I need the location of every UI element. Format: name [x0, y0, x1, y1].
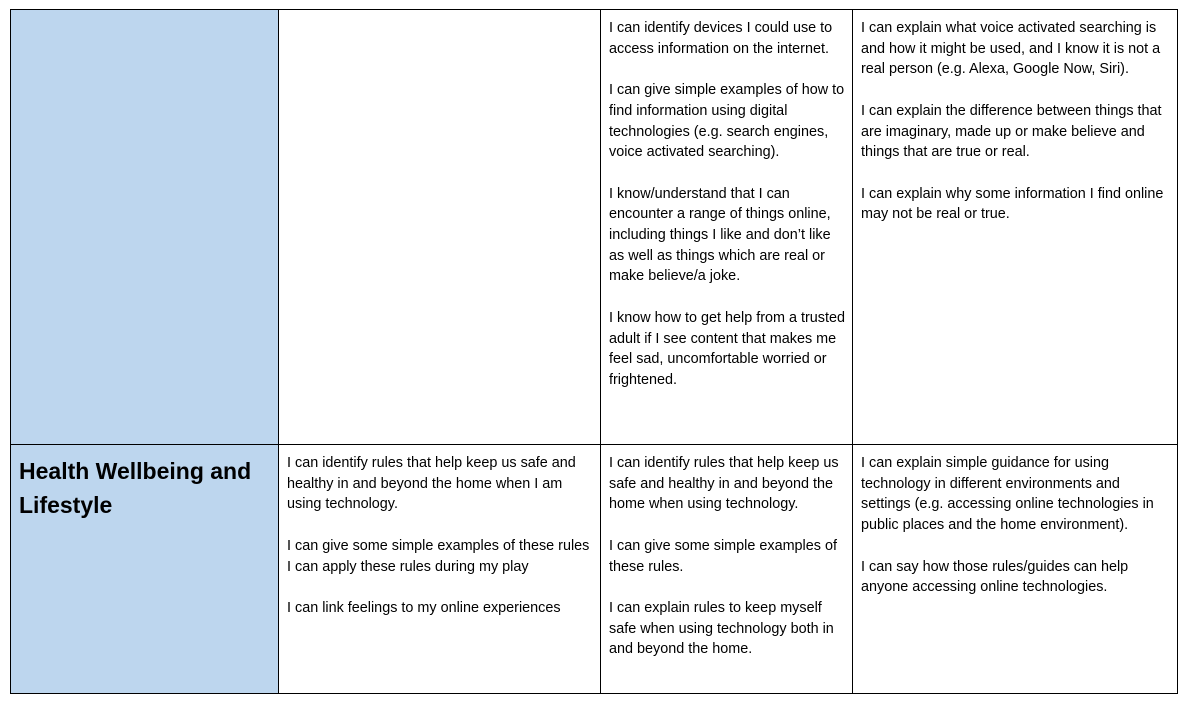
table-cell [601, 445, 853, 694]
cell-paragraph: I can give some simple examples of these rules I can apply these rules during my play [287, 537, 590, 575]
table-cell [601, 10, 853, 445]
table-cell [853, 445, 1178, 694]
cell-paragraph: I can say how those rules/guides can help anyone accessing online technologies. [861, 558, 1129, 596]
table-cell [279, 445, 601, 694]
cell-paragraph: I can identify rules that help keep us safe and healthy in and beyond the home when I am using technology. [287, 455, 576, 513]
table-row [11, 445, 1178, 694]
cell-paragraph: I can identify rules that help keep us safe and healthy in and beyond the home when using technology. [609, 455, 839, 513]
row-heading-cell [11, 10, 279, 445]
table-row [11, 10, 1178, 445]
cell-paragraph: I can explain simple guidance for using technology in different environments and settings (e.g. accessing online technologies in public places and the home environment). [861, 455, 1154, 534]
table-cell [853, 10, 1178, 445]
cell-paragraph: I can explain rules to keep myself safe when using technology both in and beyond the home. [609, 599, 834, 658]
cell-paragraph: I can explain why some information I find online may not be real or true. [861, 185, 1164, 223]
table-cell [279, 10, 601, 445]
cell-paragraph: I can give simple examples of how to find information using digital technologies (e.g. search engines, voice activated searching). [609, 82, 845, 161]
cell-paragraph: I know/understand that I can encounter a range of things online, including things I like and don’t like as well as things which are real or make believe/a joke. [609, 185, 831, 285]
row-heading: Health Wellbeing and Lifestyle [19, 458, 252, 518]
cell-paragraph: I can explain what voice activated searching is and how it might be used, and I know it is not a real person (e.g. Alexa, Google Now, Siri). [861, 20, 1161, 78]
cell-paragraph: I can identify devices I could use to access information on the internet. [609, 20, 833, 57]
cell-paragraph: I can link feelings to my online experiences [287, 599, 561, 616]
cell-paragraph: I know how to get help from a trusted adult if I see content that makes me feel sad, uncomfortable worried or frightened. [609, 309, 845, 388]
cell-paragraph: I can explain the difference between things that are imaginary, made up or make believe and things that are true or real. [861, 102, 1162, 161]
row-heading-cell [11, 445, 279, 694]
cell-paragraph: I can give some simple examples of these rules. [609, 537, 837, 575]
curriculum-table [10, 9, 1178, 694]
